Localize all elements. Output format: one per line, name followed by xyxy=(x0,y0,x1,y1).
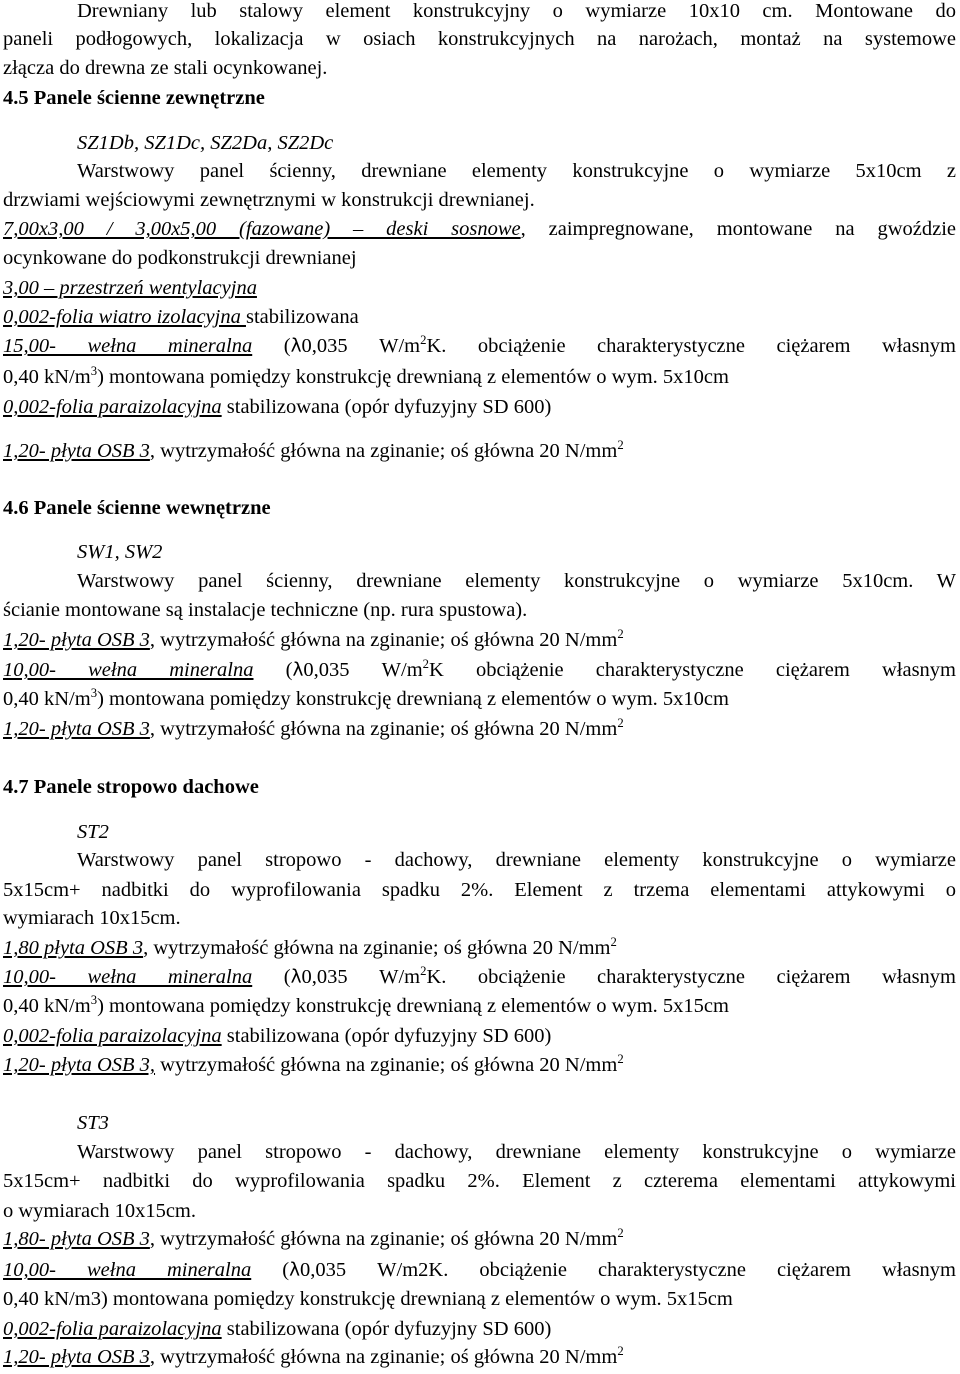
layer-name: 1,80 płyta OSB 3 xyxy=(3,937,144,959)
st2-layer-osb-1 xyxy=(3,934,617,961)
panel-codes-sw: SW1, SW2 xyxy=(77,541,163,563)
panel-code-st2: ST2 xyxy=(77,821,109,843)
layer-desc: stabilizowana (opór dyfuzyjny SD 600) xyxy=(221,1025,552,1047)
layer-desc: , wytrzymałość główna na zginanie; oś główna 20 N/mm xyxy=(149,1228,618,1250)
lambda-value: 0,035 W/m xyxy=(301,966,421,988)
sz-layer-boards-cont: ocynkowane do podkonstrukcji drewnianej xyxy=(3,247,357,269)
panel-codes-sz: SZ1Db, SZ1Dc, SZ2Da, SZ2Dc xyxy=(77,132,334,154)
st2-desc-line-3: wymiarach 10x15cm. xyxy=(3,907,181,929)
layer-name: 10,00- wełna mineralna xyxy=(3,659,254,681)
st3-desc-line-1: Warstwowy panel stropowo - dachowy, drewniane elementy konstrukcyjne o wymiarze xyxy=(77,1141,956,1163)
sw-desc-line-1: Warstwowy panel ścienny, drewniane elementy konstrukcyjne o wymiarze 5x10cm. W xyxy=(77,570,956,592)
layer-desc: , wytrzymałość główna na zginanie; oś główna 20 N/mm xyxy=(149,718,618,740)
density: 0,40 kN/m xyxy=(3,366,91,388)
layer-name: 1,20- płyta OSB 3 xyxy=(3,718,150,740)
sw-layer-osb-2 xyxy=(3,715,624,742)
layer-name: 1,80- płyta OSB 3 xyxy=(3,1228,150,1250)
st3-desc-line-2: 5x15cm+ nadbitki do wyprofilowania spadku 2%. Element z czterema elementami attykowymi xyxy=(3,1170,956,1192)
layer-desc: , wytrzymałość główna na zginanie; oś główna 20 N/mm xyxy=(149,1346,618,1368)
st3-layer-wool-cont: 0,40 kN/m3) montowana pomiędzy konstrukcję drewnianą z elementów o wym. 5x15cm xyxy=(3,1288,733,1310)
sz-layer-wind-foil xyxy=(3,306,359,330)
sw-layer-wool-cont xyxy=(3,685,729,712)
superscript: 2 xyxy=(617,1343,624,1358)
paren: ( xyxy=(252,966,291,988)
layer-desc: , wytrzymałość główna na zginanie; oś główna 20 N/mm xyxy=(149,629,618,651)
intro-line-1: Drewniany lub stalowy element konstrukcyjny o wymiarze 10x10 cm. Montowane do xyxy=(77,0,956,22)
superscript: 3 xyxy=(90,992,98,1007)
layer-desc: , zaimpregnowane, montowane na gwoździe xyxy=(520,218,956,240)
superscript: 2 xyxy=(420,963,427,978)
mount-text: ) montowana pomiędzy konstrukcję drewnianą z elementów o wym. 5x15cm xyxy=(97,995,729,1017)
sz-layer-osb xyxy=(3,437,624,464)
sz-layer-vapor-foil xyxy=(3,396,551,420)
lambda-symbol: λ xyxy=(290,336,302,357)
layer-name: 0,002-folia paraizolacyjna xyxy=(3,396,222,418)
load-text: K. obciążenie charakterystyczne ciężarem własnym xyxy=(426,335,957,357)
st3-layer-osb-1 xyxy=(3,1225,624,1252)
density: 0,40 kN/m xyxy=(3,688,91,710)
superscript: 2 xyxy=(617,626,624,641)
paren: ( xyxy=(253,659,293,681)
paren: ( xyxy=(251,1259,290,1281)
sz-desc-line-1: Warstwowy panel ścienny, drewniane elementy konstrukcyjne o wymiarze 5x10cm z xyxy=(77,160,956,182)
sw-desc-line-2: ścianie montowane są instalacje techniczne (np. rura spustowa). xyxy=(3,599,528,621)
layer-name: 1,20- płyta OSB 3, xyxy=(3,1054,156,1076)
mount-text: ) montowana pomiędzy konstrukcję drewnianą z elementów o wym. 5x10cm xyxy=(97,688,729,710)
layer-name: 0,002-folia paraizolacyjna xyxy=(3,1025,222,1047)
sw-layer-osb-1 xyxy=(3,626,624,653)
st2-layer-osb-2 xyxy=(3,1051,624,1078)
section-heading-4-5: 4.5 Panele ścienne zewnętrzne xyxy=(3,87,265,109)
paren: ( xyxy=(252,335,291,357)
section-heading-4-6: 4.6 Panele ścienne wewnętrzne xyxy=(3,497,271,519)
sz-desc-line-2: drzwiami wejściowymi zewnętrznymi w konstrukcji drewnianej. xyxy=(3,189,535,211)
layer-name: 0,002-folia wiatro izolacyjna xyxy=(3,306,246,328)
layer-desc: , wytrzymałość główna na zginanie; oś główna 20 N/mm xyxy=(149,440,618,462)
superscript: 2 xyxy=(420,332,427,347)
panel-code-st3: ST3 xyxy=(77,1112,109,1134)
density: 0,40 kN/m xyxy=(3,995,91,1017)
section-heading-4-7: 4.7 Panele stropowo dachowe xyxy=(3,776,259,798)
sz-layer-wool-cont xyxy=(3,363,729,390)
superscript: 2 xyxy=(617,715,624,730)
lambda-symbol: λ xyxy=(292,660,304,681)
lambda-value: 0,035 W/m xyxy=(301,335,421,357)
layer-name: 1,20- płyta OSB 3 xyxy=(3,629,150,651)
layer-name: 1,20- płyta OSB 3 xyxy=(3,440,150,462)
layer-name: 1,20- płyta OSB 3 xyxy=(3,1346,150,1368)
st3-layer-vapor-foil xyxy=(3,1318,551,1342)
intro-line-3: złącza do drewna ze stali ocynkowanej. xyxy=(3,57,328,79)
layer-desc: stabilizowana (opór dyfuzyjny SD 600) xyxy=(221,1318,552,1340)
sz-layer-boards xyxy=(3,218,956,241)
layer-desc: wytrzymałość główna na zginanie; oś główna 20 N/mm xyxy=(155,1054,618,1076)
load-text: K obciążenie charakterystyczne ciężarem własnym xyxy=(429,659,957,681)
superscript: 3 xyxy=(90,363,98,378)
layer-name: 0,002-folia paraizolacyjna xyxy=(3,1318,222,1340)
superscript: 2 xyxy=(422,656,430,671)
st2-layer-wool-cont xyxy=(3,992,729,1019)
sw-layer-wool xyxy=(3,656,957,682)
superscript: 2 xyxy=(617,437,624,452)
st3-desc-line-3: o wymiarach 10x15cm. xyxy=(3,1200,196,1222)
superscript: 2 xyxy=(610,934,617,949)
lambda-value: 0,035 W/m2K. obciążenie charakterystyczne ciężarem własnym xyxy=(300,1259,956,1281)
intro-line-2: paneli podłogowych, lokalizacja w osiach konstrukcyjnych na narożach, montaż na systemowe xyxy=(3,28,956,50)
layer-desc: , wytrzymałość główna na zginanie; oś główna 20 N/mm xyxy=(143,937,611,959)
st2-layer-wool xyxy=(3,963,957,989)
lambda-symbol: λ xyxy=(290,967,302,988)
st2-desc-line-2: 5x15cm+ nadbitki do wyprofilowania spadku 2%. Element z trzema elementami attykowymi o xyxy=(3,879,956,901)
st3-layer-wool xyxy=(3,1259,956,1282)
lambda-symbol: λ xyxy=(289,1260,301,1281)
superscript: 2 xyxy=(617,1225,624,1240)
lambda-value: 0,035 W/m xyxy=(303,659,423,681)
layer-name: 7,00x3,00 / 3,00x5,00 (fazowane) – deski sosnowe xyxy=(3,218,521,240)
st3-layer-osb-2 xyxy=(3,1343,624,1370)
sz-layer-ventilation: 3,00 – przestrzeń wentylacyjna xyxy=(3,277,257,299)
superscript: 2 xyxy=(617,1051,624,1066)
sz-layer-wool xyxy=(3,332,957,358)
st2-desc-line-1: Warstwowy panel stropowo - dachowy, drewniane elementy konstrukcyjne o wymiarze xyxy=(77,849,956,871)
superscript: 3 xyxy=(90,685,98,700)
load-text: K. obciążenie charakterystyczne ciężarem własnym xyxy=(426,966,957,988)
st2-layer-vapor-foil xyxy=(3,1025,551,1049)
layer-name: 10,00- wełna mineralna xyxy=(3,966,253,988)
layer-desc: stabilizowana (opór dyfuzyjny SD 600) xyxy=(221,396,552,418)
mount-text: ) montowana pomiędzy konstrukcję drewnianą z elementów o wym. 5x10cm xyxy=(97,366,729,388)
layer-desc: stabilizowana xyxy=(245,306,359,328)
layer-name: 10,00- wełna mineralna xyxy=(3,1259,252,1281)
layer-name: 15,00- wełna mineralna xyxy=(3,335,253,357)
